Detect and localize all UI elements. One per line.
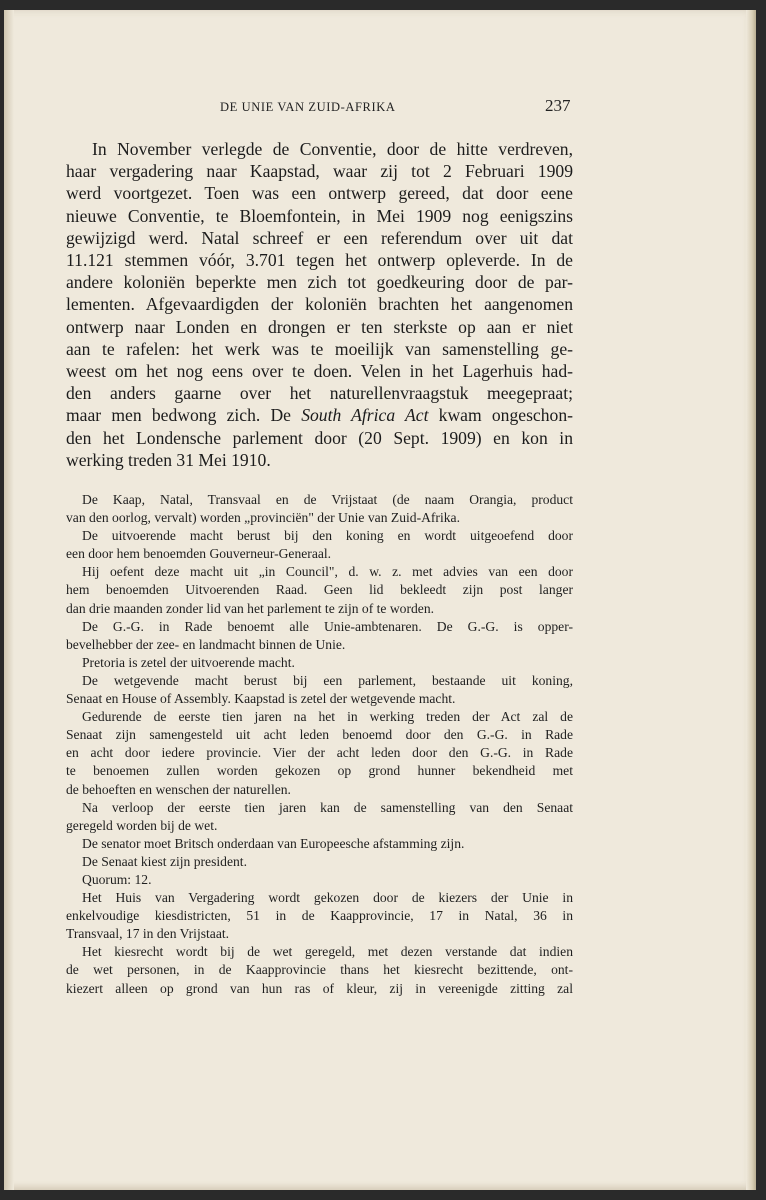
- book-page: [4, 10, 756, 1190]
- note-line: Transvaal, 17 in den Vrijstaat.: [66, 926, 230, 942]
- note-line: Hij oefent deze macht uit „in Council", d. w. z. met advies van een door: [82, 564, 573, 580]
- text-line: werking treden 31 Mei 1910.: [66, 449, 271, 470]
- note-line: Pretoria is zetel der uitvoerende macht.: [82, 654, 295, 670]
- text-line: haar vergadering naar Kaapstad, waar zij tot 2 Februari 1909: [66, 161, 573, 182]
- text-line: gewijzigd werd. Natal schreef er een referendum over uit dat: [66, 227, 573, 248]
- note-line: geregeld worden bij de wet.: [66, 817, 218, 833]
- summary-notes: [66, 491, 573, 998]
- note-line: Senaat zijn samengesteld uit acht leden benoemd door den G.-G. in Rade: [66, 727, 573, 743]
- text-line: lementen. Afgevaardigden der koloniën brachten het aangenomen: [66, 294, 573, 315]
- note-line: de wet personen, in de Kaapprovincie thans het kiesrecht bezittende, ont-: [66, 962, 573, 978]
- text-line: weest om het nog eens over te doen. Velen in het Lagerhuis had-: [66, 361, 573, 382]
- note-line: De Kaap, Natal, Transvaal en de Vrijstaat (de naam Orangia, product: [82, 492, 573, 507]
- text-segment: kwam ongeschon-: [428, 405, 573, 426]
- note-line: De Senaat kiest zijn president.: [82, 853, 247, 869]
- text-line: In November verlegde de Conventie, door de hitte verdreven,: [92, 139, 573, 159]
- note-line: De wetgevende macht berust bij een parlement, bestaande uit koning,: [82, 672, 573, 688]
- note-line: hem benoemden Uitvoerenden Raad. Geen lid bekleedt zijn post langer: [66, 582, 573, 598]
- note-line: Senaat en House of Assembly. Kaapstad is zetel der wetgevende macht.: [66, 691, 456, 707]
- note-line: en acht door iedere provincie. Vier der acht leden door den G.-G. in Rade: [66, 745, 573, 761]
- note-line: enkelvoudige kiesdistricten, 51 in de Kaapprovincie, 17 in Natal, 36 in: [66, 908, 573, 924]
- note-line: Het kiesrecht wordt bij de wet geregeld, met dezen verstande dat indien: [82, 944, 573, 960]
- note-line: De uitvoerende macht berust bij den koning en wordt uitgeoefend door: [82, 528, 573, 544]
- running-header: DE UNIE VAN ZUID-AFRIKA: [220, 100, 396, 114]
- note-line: bevelhebber der zee- en landmacht binnen de Unie.: [66, 636, 346, 652]
- main-paragraph: [66, 138, 573, 471]
- text-line: 11.121 stemmen vóór, 3.701 tegen het ontwerp opleverde. In de: [66, 250, 573, 271]
- italic-title: South Africa Act: [301, 405, 429, 426]
- note-line: Het Huis van Vergadering wordt gekozen door de kiezers der Unie in: [82, 890, 573, 906]
- text-line: aan te rafelen: het werk was te moeilijk van samenstelling ge-: [66, 338, 573, 359]
- note-line: De G.-G. in Rade benoemt alle Unie-ambtenaren. De G.-G. is opper-: [82, 618, 573, 634]
- text-line: ontwerp naar Londen en drongen er ten sterkste op aan er niet: [66, 316, 573, 337]
- text-line: andere koloniën beperkte men zich tot goedkeuring door de par-: [66, 272, 573, 293]
- note-line: Gedurende de eerste tien jaren na het in werking treden der Act zal de: [82, 709, 573, 725]
- page-binding-shadow: [4, 10, 14, 1190]
- text-line: nieuwe Conventie, te Bloemfontein, in Mei 1909 nog eenigszins: [66, 205, 573, 226]
- note-line: een door hem benoemden Gouverneur-Generaal.: [66, 546, 332, 562]
- note-line: kiezert alleen op grond van hun ras of kleur, zij in vereenigde zitting zal: [66, 980, 573, 996]
- note-line: van den oorlog, vervalt) worden „provinciën" der Unie van Zuid-Afrika.: [66, 510, 460, 526]
- text-line: werd voortgezet. Toen was een ontwerp gereed, dat door eene: [66, 183, 573, 204]
- text-line-with-italic: [66, 404, 573, 426]
- text-line: den het Londensche parlement door (20 Sept. 1909) en kon in: [66, 427, 573, 448]
- text-segment: maar men bedwong zich. De: [66, 405, 302, 426]
- note-line: dan drie maanden zonder lid van het parlement te zijn of te worden.: [66, 600, 435, 616]
- page-number: 237: [545, 96, 571, 115]
- note-line: te benoemen zullen worden gekozen op grond hunner bekendheid met: [66, 763, 573, 779]
- page-edge: [746, 10, 756, 1190]
- note-line: De senator moet Britsch onderdaan van Europeesche afstamming zijn.: [82, 835, 465, 851]
- note-line: de behoeften en wenschen der naturellen.: [66, 781, 291, 797]
- text-line: den anders gaarne over het naturellenvraagstuk meegepraat;: [66, 383, 573, 404]
- note-line: Na verloop der eerste tien jaren kan de samenstelling van den Senaat: [82, 799, 573, 815]
- note-line: Quorum: 12.: [82, 871, 152, 887]
